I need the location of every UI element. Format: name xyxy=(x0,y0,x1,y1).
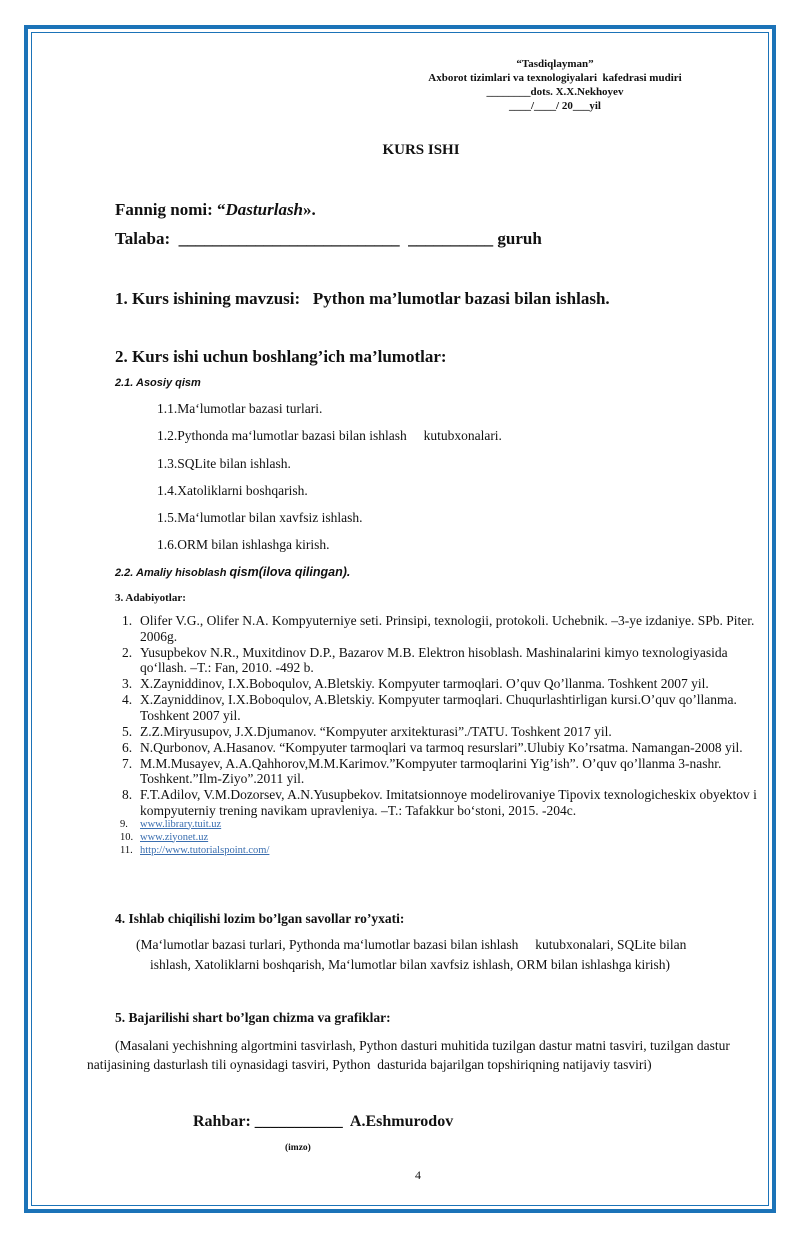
references-list xyxy=(115,613,765,858)
topic-item: 1.2.Pythonda ma‘lumotlar bazasi bilan ishlash kutubxonalari. xyxy=(157,428,502,443)
section4-line2: ishlash, Xatoliklarni boshqarish, Ma‘lumotlar bilan xavfsiz ishlash, ORM bilan ishlashga kirish) xyxy=(150,957,671,972)
section4-heading: 4. Ishlab chiqilishi lozim bo’lgan savollar ro’yxati: xyxy=(115,911,405,926)
reference-link[interactable]: http://www.tutorialspoint.com/ xyxy=(140,844,270,856)
reference-number: 7. xyxy=(122,755,133,771)
section2-sub2-a: 2.2. Amaliy hisoblash xyxy=(115,567,230,579)
reference-text: M.M.Musayev, A.A.Qahhorov,M.M.Karimov.”Kompyuter tarmoqlarini Yig’ish”. O’quv qo’llanma 3-nashr. Toshkent.”Ilm-Ziyo”.2011 yil. xyxy=(140,755,722,786)
subject-name: Dasturlash xyxy=(225,200,304,219)
section2-heading: 2. Kurs ishi uchun boshlang’ich ma’lumotlar: xyxy=(115,347,447,366)
reference-number: 2. xyxy=(122,644,133,660)
reference-item xyxy=(115,724,765,740)
reference-number: 10. xyxy=(120,831,134,843)
subject-label: Fannig nomi: “ xyxy=(115,200,226,219)
section3-heading: 3. Adabiyotlar: xyxy=(115,592,186,604)
section2-sub1: 2.1. Asosiy qism xyxy=(115,377,201,389)
reference-text: F.T.Adilov, V.M.Dozorsev, A.N.Yusupbekov. Imitatsionnoye modelirovaniye Tipovix texnologicheskix obyektov i kompyuterniy trening navikam upravleniya. –T.: Tafakkur bo‘stoni, 2015. -204c. xyxy=(140,787,757,818)
group-label: guruh xyxy=(497,229,542,248)
reference-link[interactable]: www.ziyonet.uz xyxy=(140,831,209,843)
reference-text: X.Zayniddinov, I.X.Boboqulov, A.Bletskiy. Kompyuter tarmoqlari. Chuqurlashtirligan kursi.O’quv qo’llanma. Toshkent 2007 yil. xyxy=(140,692,737,723)
reference-link-item xyxy=(115,819,765,832)
topic-item: 1.1.Ma‘lumotlar bazasi turlari. xyxy=(157,401,323,416)
reference-link-item xyxy=(115,845,765,858)
section2-sub2-b: qism(ilova qilingan). xyxy=(229,565,351,579)
subject-suffix: ». xyxy=(303,200,316,219)
reference-text: Yusupbekov N.R., Muxitdinov D.P., Bazarov M.B. Elektron hisoblash. Mashinalarini kimyo texnologiyasida qo‘llash. –T.: Fan, 2010. -492 b. xyxy=(140,644,728,675)
subject-line xyxy=(115,200,316,220)
approval-block xyxy=(380,57,730,113)
topic-item: 1.5.Ma‘lumotlar bilan xavfsiz ishlash. xyxy=(157,510,363,525)
reference-item xyxy=(115,613,765,644)
reference-item xyxy=(115,676,765,692)
supervisor-label: Rahbar: xyxy=(193,1113,251,1130)
section4-line1: (Ma‘lumotlar bazasi turlari, Pythonda ma‘lumotlar bazasi bilan ishlash kutubxonalari, SQLite bilan xyxy=(136,937,687,952)
reference-item xyxy=(115,740,765,756)
signature-blank: ___________ xyxy=(254,1113,343,1130)
supervisor-signature xyxy=(193,1113,453,1131)
group-blank: __________ xyxy=(408,229,494,248)
reference-link-item xyxy=(115,832,765,845)
section5-line1: (Masalani yechishning algortmini tasvirlash, Python dasturi muhitida tuzilgan dastur matni tasviri, tuzilgan dastur xyxy=(115,1038,730,1053)
reference-number: 3. xyxy=(122,676,133,691)
section1-heading: 1. Kurs ishining mavzusi: xyxy=(115,289,301,308)
reference-number: 9. xyxy=(120,818,128,830)
reference-number: 11. xyxy=(120,844,133,856)
reference-item xyxy=(115,645,765,676)
topic-item: 1.3.SQLite bilan ishlash. xyxy=(157,456,291,471)
document-title: KURS ISHI xyxy=(382,142,460,158)
reference-number: 6. xyxy=(122,739,133,755)
approval-date: ____/____/ 20___yil xyxy=(509,100,601,112)
section5-line2: natijasining dasturlash tili oynasidagi tasviri, Python dasturida bajarilgan topshiriqning natijaviy tasviri) xyxy=(87,1057,652,1072)
topic-item: 1.4.Xatoliklarni boshqarish. xyxy=(157,483,308,498)
student-blank: __________________________ xyxy=(178,229,400,248)
approval-title: “Tasdiqlayman” xyxy=(516,58,594,70)
reference-item xyxy=(115,756,765,787)
approval-department: Axborot tizimlari va texnologiyalari kafedrasi mudiri xyxy=(428,72,682,84)
reference-number: 8. xyxy=(122,787,133,802)
section5-heading: 5. Bajarilishi shart bo’lgan chizma va grafiklar: xyxy=(115,1010,391,1025)
reference-text: N.Qurbonov, A.Hasanov. “Kompyuter tarmoqlari va tarmoq resurslari”.Ulubiy Ko’rsatma. Namangan-2008 yil. xyxy=(140,739,743,755)
reference-text: Olifer V.G., Olifer N.A. Kompyuterniye seti. Prinsipi, texnologii, protokoli. Uchebnik. –3-ye izdaniye. SPb. Piter. 2006g. xyxy=(140,613,755,644)
reference-number: 1. xyxy=(122,613,133,628)
page-number: 4 xyxy=(415,1168,421,1182)
approval-head: ________dots. X.X.Nekhoyev xyxy=(486,86,624,98)
student-line xyxy=(115,229,542,249)
reference-number: 5. xyxy=(122,723,133,739)
reference-text: X.Zayniddinov, I.X.Boboqulov, A.Bletskiy. Kompyuter tarmoqlari. O’quv Qo’llanma. Toshkent 2007 yil. xyxy=(140,676,709,691)
reference-item xyxy=(115,787,765,818)
student-label: Talaba: xyxy=(115,229,171,248)
reference-text: Z.Z.Miryusupov, J.X.Djumanov. “Kompyuter arxitekturasi”./TATU. Toshkent 2017 yil. xyxy=(140,723,612,739)
section1-line xyxy=(115,289,610,309)
supervisor-name: A.Eshmurodov xyxy=(349,1113,454,1130)
reference-item xyxy=(115,692,765,723)
topic-item: 1.6.ORM bilan ishlashga kirish. xyxy=(157,537,330,552)
signature-caption: (imzo) xyxy=(285,1143,311,1153)
section1-topic: Python ma’lumotlar bazasi bilan ishlash. xyxy=(312,289,610,308)
reference-link[interactable]: www.library.tuit.uz xyxy=(140,818,222,830)
section2-sub2 xyxy=(115,565,350,579)
reference-number: 4. xyxy=(122,692,133,707)
